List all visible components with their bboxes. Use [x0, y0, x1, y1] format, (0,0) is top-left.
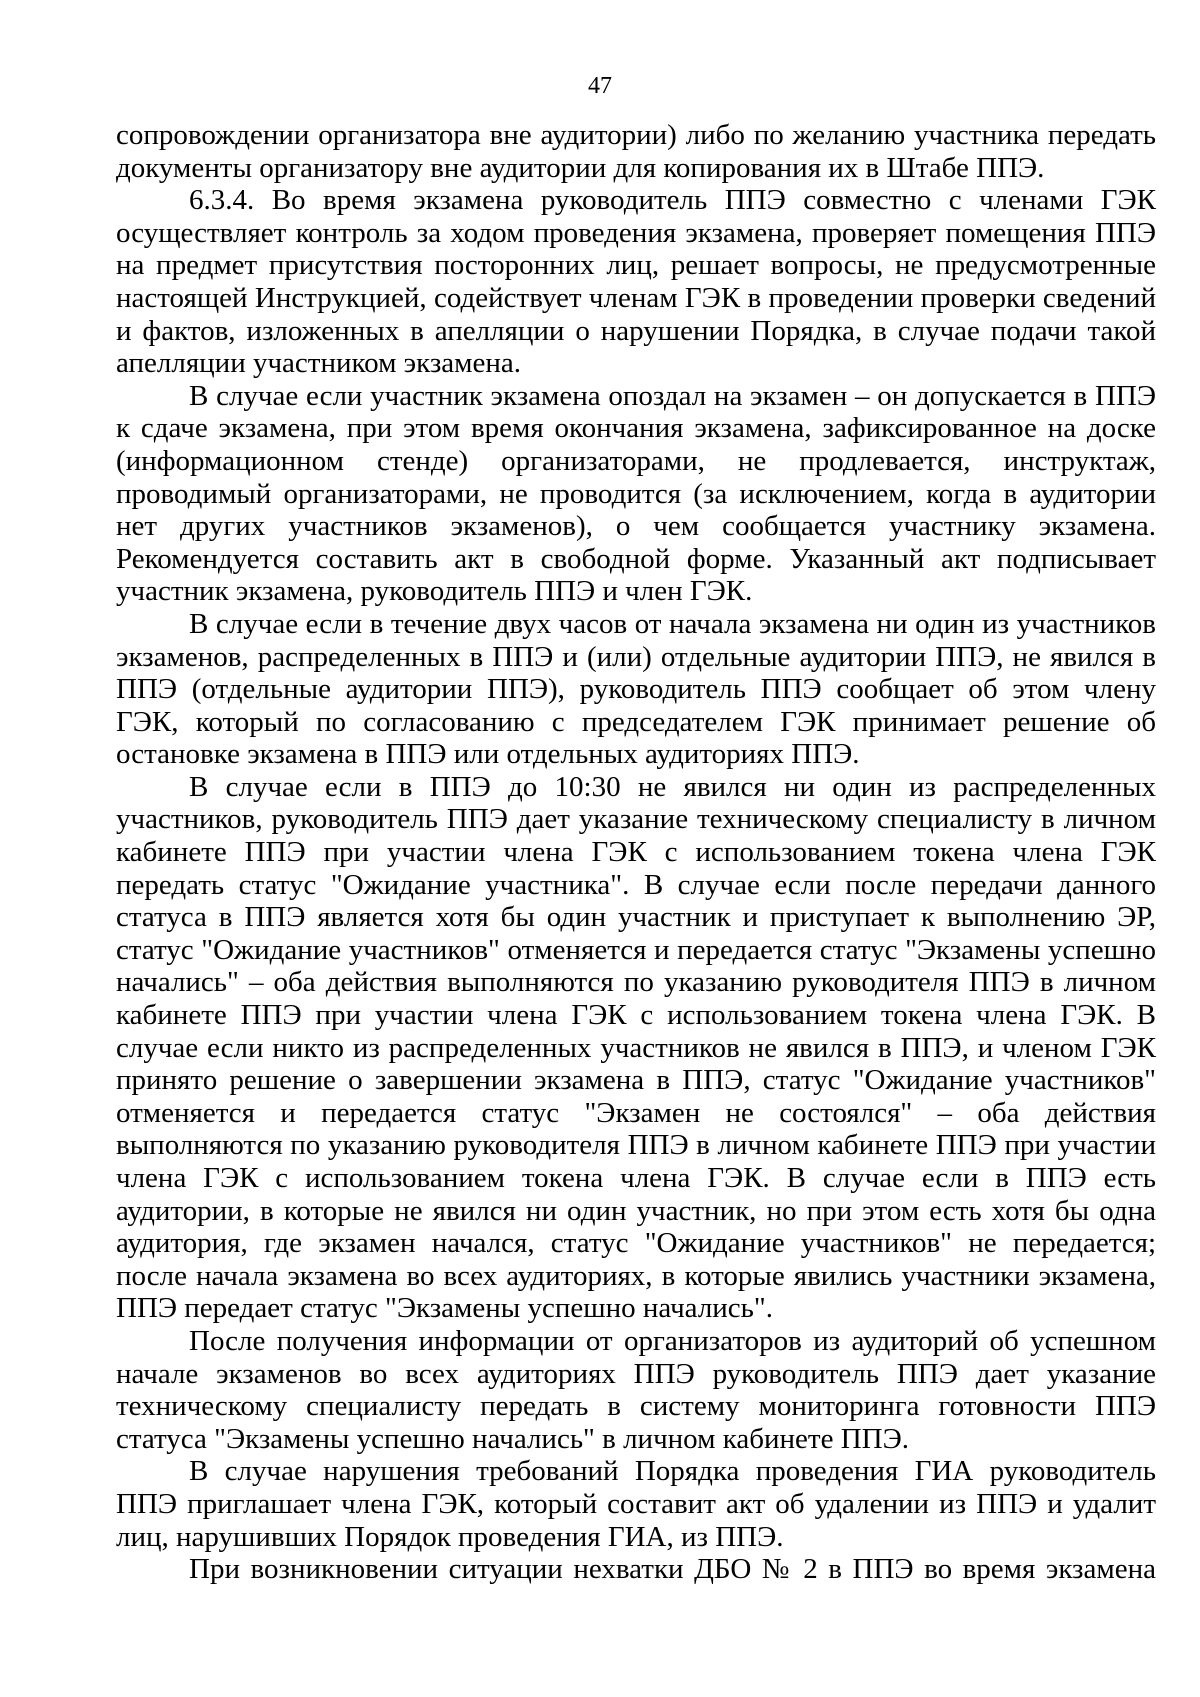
paragraph-2: 6.3.4. Во время экзамена руководитель ППЭ совместно с членами ГЭК осуществляет контроль за ходом проведения экзамена, проверяет помещения ППЭ на предмет присутствия посторонних лиц, решает вопросы, не предусмотренные настоящей Инструкцией, содействует членам ГЭК в проведении проверки сведений и фактов, изложенных в апелляции о нарушении Порядка, в случае подачи такой апелляции участником экзамена.: [116, 184, 1156, 380]
paragraph-4: В случае если в течение двух часов от начала экзамена ни один из участников экзаменов, распределенных в ППЭ и (или) отдельные аудитории ППЭ, не явился в ППЭ (отдельные аудитории ППЭ), руководитель ППЭ сообщает об этом члену ГЭК, который по согласованию с председателем ГЭК принимает решение об остановке экзамена в ППЭ или отдельных аудиториях ППЭ.: [116, 607, 1156, 771]
page-number: 47: [588, 73, 612, 99]
paragraph-1: сопровождении организатора вне аудитории) либо по желанию участника передать документы организатору вне аудитории для копирования их в Штабе ППЭ.: [116, 119, 1156, 184]
paragraph-3: В случае если участник экзамена опоздал на экзамен – он допускается в ППЭ к сдаче экзамена, при этом время окончания экзамена, зафиксированное на доске (информационном стенде) организаторами, не продлевается, инструктаж, проводимый организаторами, не проводится (за исключением, когда в аудитории нет других участников экзаменов), о чем сообщается участнику экзамена. Рекомендуется составить акт в свободной форме. Указанный акт подписывает участник экзамена, руководитель ППЭ и член ГЭК.: [116, 379, 1156, 608]
paragraph-7: В случае нарушения требований Порядка проведения ГИА руководитель ППЭ приглашает члена ГЭК, который составит акт об удалении из ППЭ и удалит лиц, нарушивших Порядок проведения ГИА, из ППЭ.: [116, 1455, 1156, 1553]
paragraph-5: В случае если в ППЭ до 10:30 не явился ни один из распределенных участников, руководитель ППЭ дает указание техническому специалисту в личном кабинете ППЭ при участии члена ГЭК с использованием токена члена ГЭК передать статус "Ожидание участника". В случае если после передачи данного статуса в ППЭ является хотя бы один участник и приступает к выполнению ЭР, статус "Ожидание участников" отменяется и передается статус "Экзамены успешно начались" – оба действия выполняются по указанию руководителя ППЭ в личном кабинете ППЭ при участии члена ГЭК с использованием токена члена ГЭК. В случае если никто из распределенных участников не явился в ППЭ, и членом ГЭК принято решение о завершении экзамена в ППЭ, статус "Ожидание участников" отменяется и передается статус "Экзамен не состоялся" – оба действия выполняются по указанию руководителя ППЭ в личном кабинете ППЭ при участии члена ГЭК с использованием токена члена ГЭК. В случае если в ППЭ есть аудитории, в которые не явился ни один участник, но при этом есть хотя бы одна аудитория, где экзамен начался, статус "Ожидание участников" не передается; после начала экзамена во всех аудиториях, в которые явились участники экзамена, ППЭ передает статус "Экзамены успешно начались".: [116, 770, 1156, 1325]
document-body: [116, 119, 1156, 1586]
paragraph-8: При возникновении ситуации нехватки ДБО № 2 в ППЭ во время экзамена: [189, 1553, 1156, 1586]
paragraph-6: После получения информации от организаторов из аудиторий об успешном начале экзаменов во всех аудиториях ППЭ руководитель ППЭ дает указание техническому специалисту передать в систему мониторинга готовности ППЭ статуса "Экзамены успешно начались" в личном кабинете ППЭ.: [116, 1324, 1156, 1455]
